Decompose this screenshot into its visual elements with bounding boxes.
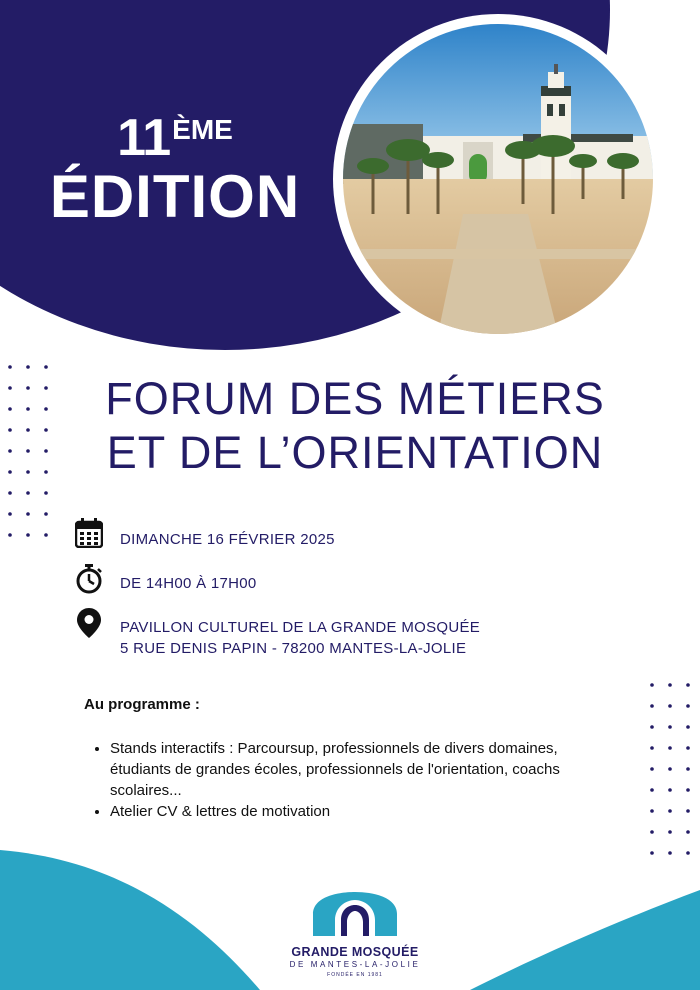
event-title [60,372,650,480]
mosque-photo [343,24,653,334]
event-date: DIMANCHE 16 FÉVRIER 2025 [120,531,335,548]
edition-heading [30,108,320,230]
program-title: Au programme : [84,696,200,713]
event-title-line2: ET DE L’ORIENTATION [106,427,604,478]
location-line1: PAVILLON CULTUREL DE LA GRANDE MOSQUÉE [120,619,481,636]
decorative-dots-left [6,362,56,552]
stopwatch-icon [74,564,104,594]
decorative-dots-right [646,680,696,870]
program-item: • Atelier CV & lettres de motivation [110,801,590,822]
location-pin-icon [74,608,104,638]
mosque-logo [270,890,440,978]
location-row [74,608,480,659]
edition-suffix: ÈME [172,114,233,145]
edition-word: ÉDITION [49,163,301,230]
date-row [74,518,335,550]
logo-subtitle: DE MANTES-LA-JOLIE [289,960,421,969]
logo-founded: FONDÉE EN 1981 [327,972,383,978]
program-list [90,738,590,822]
calendar-icon [74,518,104,548]
event-title-line1: FORUM DES MÉTIERS [105,373,605,424]
time-row [74,564,257,594]
logo-name: GRANDE MOSQUÉE [291,945,419,959]
event-location [120,617,480,659]
mosque-arch-logo-icon [305,890,405,938]
location-line2: 5 RUE DENIS PAPIN - 78200 MANTES-LA-JOLIE [120,640,467,657]
program-item: • Stands interactifs : Parcoursup, professionnels de divers domaines, étudiants de grandes écoles, professionnels de l'orientation, coachs scolaires... [110,738,590,801]
event-time: DE 14H00 À 17H00 [120,575,257,592]
edition-number: 11 [117,109,171,167]
